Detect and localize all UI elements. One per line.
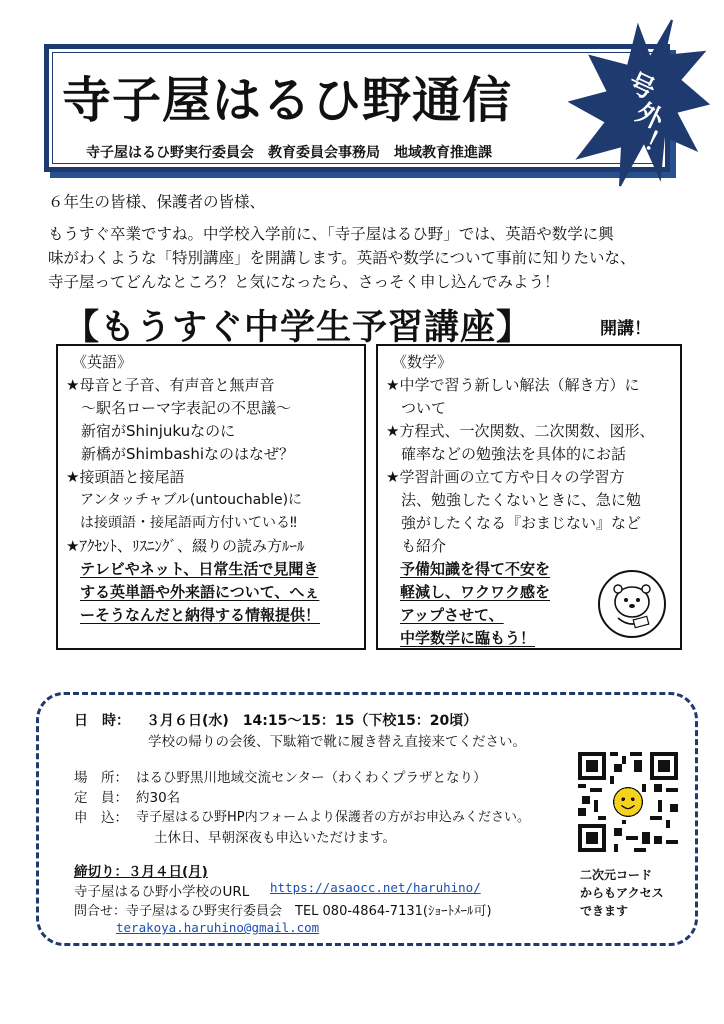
qr-caption: からもアクセス: [580, 886, 664, 900]
english-line: ～駅名ローマ字表記の不思議～: [66, 399, 292, 417]
url-label: 寺子屋はるひ野小学校のURL: [74, 884, 250, 900]
apply-note: 土休日、早朝深夜も申込いただけます。: [154, 830, 396, 846]
math-line: 確率などの勉強法を具体的にお話: [386, 445, 627, 463]
english-highlight: ーそうなんだと納得する情報提供！: [80, 606, 321, 624]
course-open-label: 開講！: [600, 319, 651, 339]
english-highlight: する英単語や外来語について、へぇ: [80, 583, 320, 601]
math-line: も紹介: [386, 537, 447, 555]
qr-caption: できます: [580, 904, 629, 918]
english-line: ★接頭語と接尾語: [66, 468, 185, 486]
english-heading: 《英語》: [72, 353, 133, 371]
math-highlight: 中学数学に臨もう！: [400, 629, 536, 647]
svg-text:号: 号: [623, 67, 660, 106]
place-label: 場 所：: [74, 770, 128, 786]
intro-line: 寺子屋ってどんなところ？と気になったら、さっそく申し込んでみよう！: [48, 273, 560, 291]
math-line: 強がしたくなる『おまじない』など: [386, 514, 642, 532]
capacity-value: 約30名: [136, 790, 181, 806]
intro-line: もうすぐ卒業ですね。中学校入学前に、「寺子屋はるひ野」では、英語や数学に興: [48, 225, 614, 243]
qr-code-icon[interactable]: [578, 752, 678, 852]
english-line: ★ｱｸｾﾝﾄ、ﾘｽﾆﾝｸﾞ、綴りの読み方ﾙｰﾙ: [66, 537, 305, 555]
newsletter-title: 寺子屋はるひ野通信: [62, 72, 513, 129]
date-note: 学校の帰りの会後、下駄箱で靴に履き替え直接来てください。: [148, 734, 526, 750]
svg-text:！: ！: [639, 125, 676, 164]
organization-line: 寺子屋はるひ野実行委員会 教育委員会事務局 地域教育推進課: [86, 145, 492, 161]
english-highlight: テレビやネット、日常生活で見聞き: [80, 560, 319, 578]
date-value: ３月６日(水) 14:15～15：15（下校15：20頃）: [146, 713, 478, 729]
greeting: ６年生の皆様、保護者の皆様、: [48, 193, 266, 211]
place-value: はるひ野黒川地域交流センター（わくわくプラザとなり）: [136, 770, 487, 786]
svg-text:外: 外: [631, 97, 668, 136]
math-line: 法、勉強したくないときに、急に勉: [386, 491, 642, 509]
capacity-label: 定 員：: [74, 790, 128, 806]
course-title: 【もうすぐ中学生予習講座】: [64, 308, 533, 348]
math-line: ★中学で習う新しい解法（解き方）に: [386, 376, 640, 394]
email-link[interactable]: terakoya.haruhino@gmail.com: [116, 920, 320, 935]
english-line: 新橋がShimbashiなのはなぜ？: [66, 445, 295, 463]
qr-caption: 二次元コード: [580, 868, 653, 882]
math-line: ★学習計画の立て方や日々の学習方: [386, 468, 625, 486]
date-label: 日 時：: [74, 713, 130, 729]
english-line: アンタッチャブル(untouchable)に: [66, 492, 303, 508]
math-highlight: 軽減し、ワクワク感を: [400, 583, 551, 601]
otter-mascot-icon: [596, 568, 668, 640]
website-link[interactable]: https://asaocc.net/haruhino/: [270, 880, 481, 895]
apply-value: 寺子屋はるひ野HP内フォームより保護者の方がお申込みください。: [136, 810, 530, 825]
math-line: ついて: [386, 399, 447, 417]
english-line: は接頭語・接尾語両方付いている‼: [66, 515, 297, 531]
apply-label: 申 込：: [74, 810, 128, 826]
deadline: 締切り：３月４日(月): [74, 864, 208, 880]
math-highlight: 予備知識を得て不安を: [400, 560, 551, 578]
intro-line: 味がわくような「特別講座」を開講します。英語や数学について事前に知りたいな、: [48, 249, 636, 267]
math-line: ★方程式、一次関数、二次関数、図形、: [386, 422, 655, 440]
english-line: 新宿がShinjukuなのに: [66, 422, 236, 440]
english-line: ★母音と子音、有声音と無声音: [66, 376, 275, 394]
contact-line: 問合せ：寺子屋はるひ野実行委員会 TEL 080-4864-7131(ｼｮｰﾄﾒｰﾙ可): [74, 904, 492, 919]
math-highlight: アップさせて、: [400, 606, 504, 624]
extra-edition-starburst: [568, 18, 710, 194]
math-heading: 《数学》: [392, 353, 453, 371]
